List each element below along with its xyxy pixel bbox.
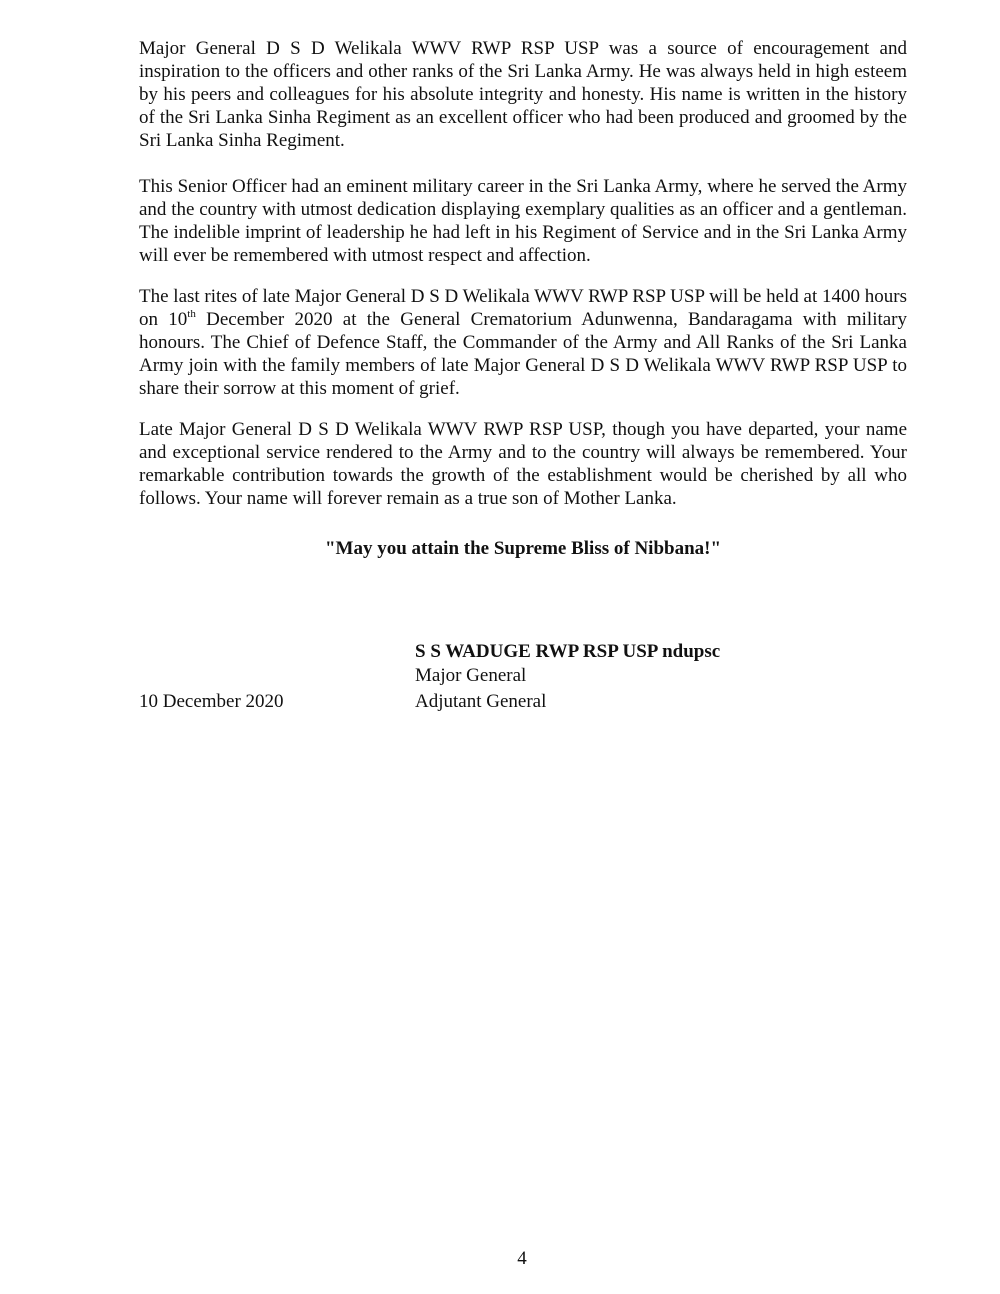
paragraph-tribute-encouragement: Major General D S D Welikala WWV RWP RSP USP was a source of encouragement and inspiration to the officers and other ranks of the Sri Lanka Army. He was always held in high esteem by his peers and colleagues for his absolute integrity and honesty. His name is written in the history of the Sri Lanka Sinha Regiment as an excellent officer who had been produced and groomed by the Sri Lanka Sinha Regiment. bbox=[139, 38, 907, 151]
blessing-line: "May you attain the Supreme Bliss of Nibbana!" bbox=[324, 538, 722, 559]
paragraph-farewell: Late Major General D S D Welikala WWV RWP RSP USP, though you have departed, your name and exceptional service rendered to the Army and to the country will always be remembered. Your remarkable contribution towards the growth of the establishment would be cherished by all who follows. Your name will forever remain as a true son of Mother Lanka. bbox=[139, 419, 907, 509]
last-rites-text-before: The last rites of late Major General D S D Welikala WWV RWP RSP USP will be held at 1400 hours on 10 bbox=[139, 286, 907, 330]
paragraph-military-career: This Senior Officer had an eminent military career in the Sri Lanka Army, where he served the Army and the country with utmost dedication displaying exemplary qualities as an officer and a gentleman. The indelible imprint of leadership he had left in his Regiment of Service and in the Sri Lanka Army will ever be remembered with utmost respect and affection. bbox=[139, 176, 907, 266]
signatory-rank: Major General bbox=[415, 665, 527, 686]
date-ordinal-superscript: th bbox=[187, 308, 196, 320]
signatory-name: S S WADUGE RWP RSP USP ndupsc bbox=[415, 641, 721, 662]
last-rites-text-after: December 2020 at the General Crematorium Adunwenna, Bandaragama with military honours. The Chief of Defence Staff, the Commander of the Army and All Ranks of the Sri Lanka Army join with the family members of late Major General D S D Welikala WWV RWP RSP USP to share their sorrow at this moment of grief. bbox=[139, 309, 908, 399]
document-date: 10 December 2020 bbox=[139, 691, 284, 712]
paragraph-last-rites bbox=[139, 285, 907, 400]
signatory-title: Adjutant General bbox=[415, 691, 547, 712]
page-number: 4 bbox=[517, 1248, 527, 1269]
